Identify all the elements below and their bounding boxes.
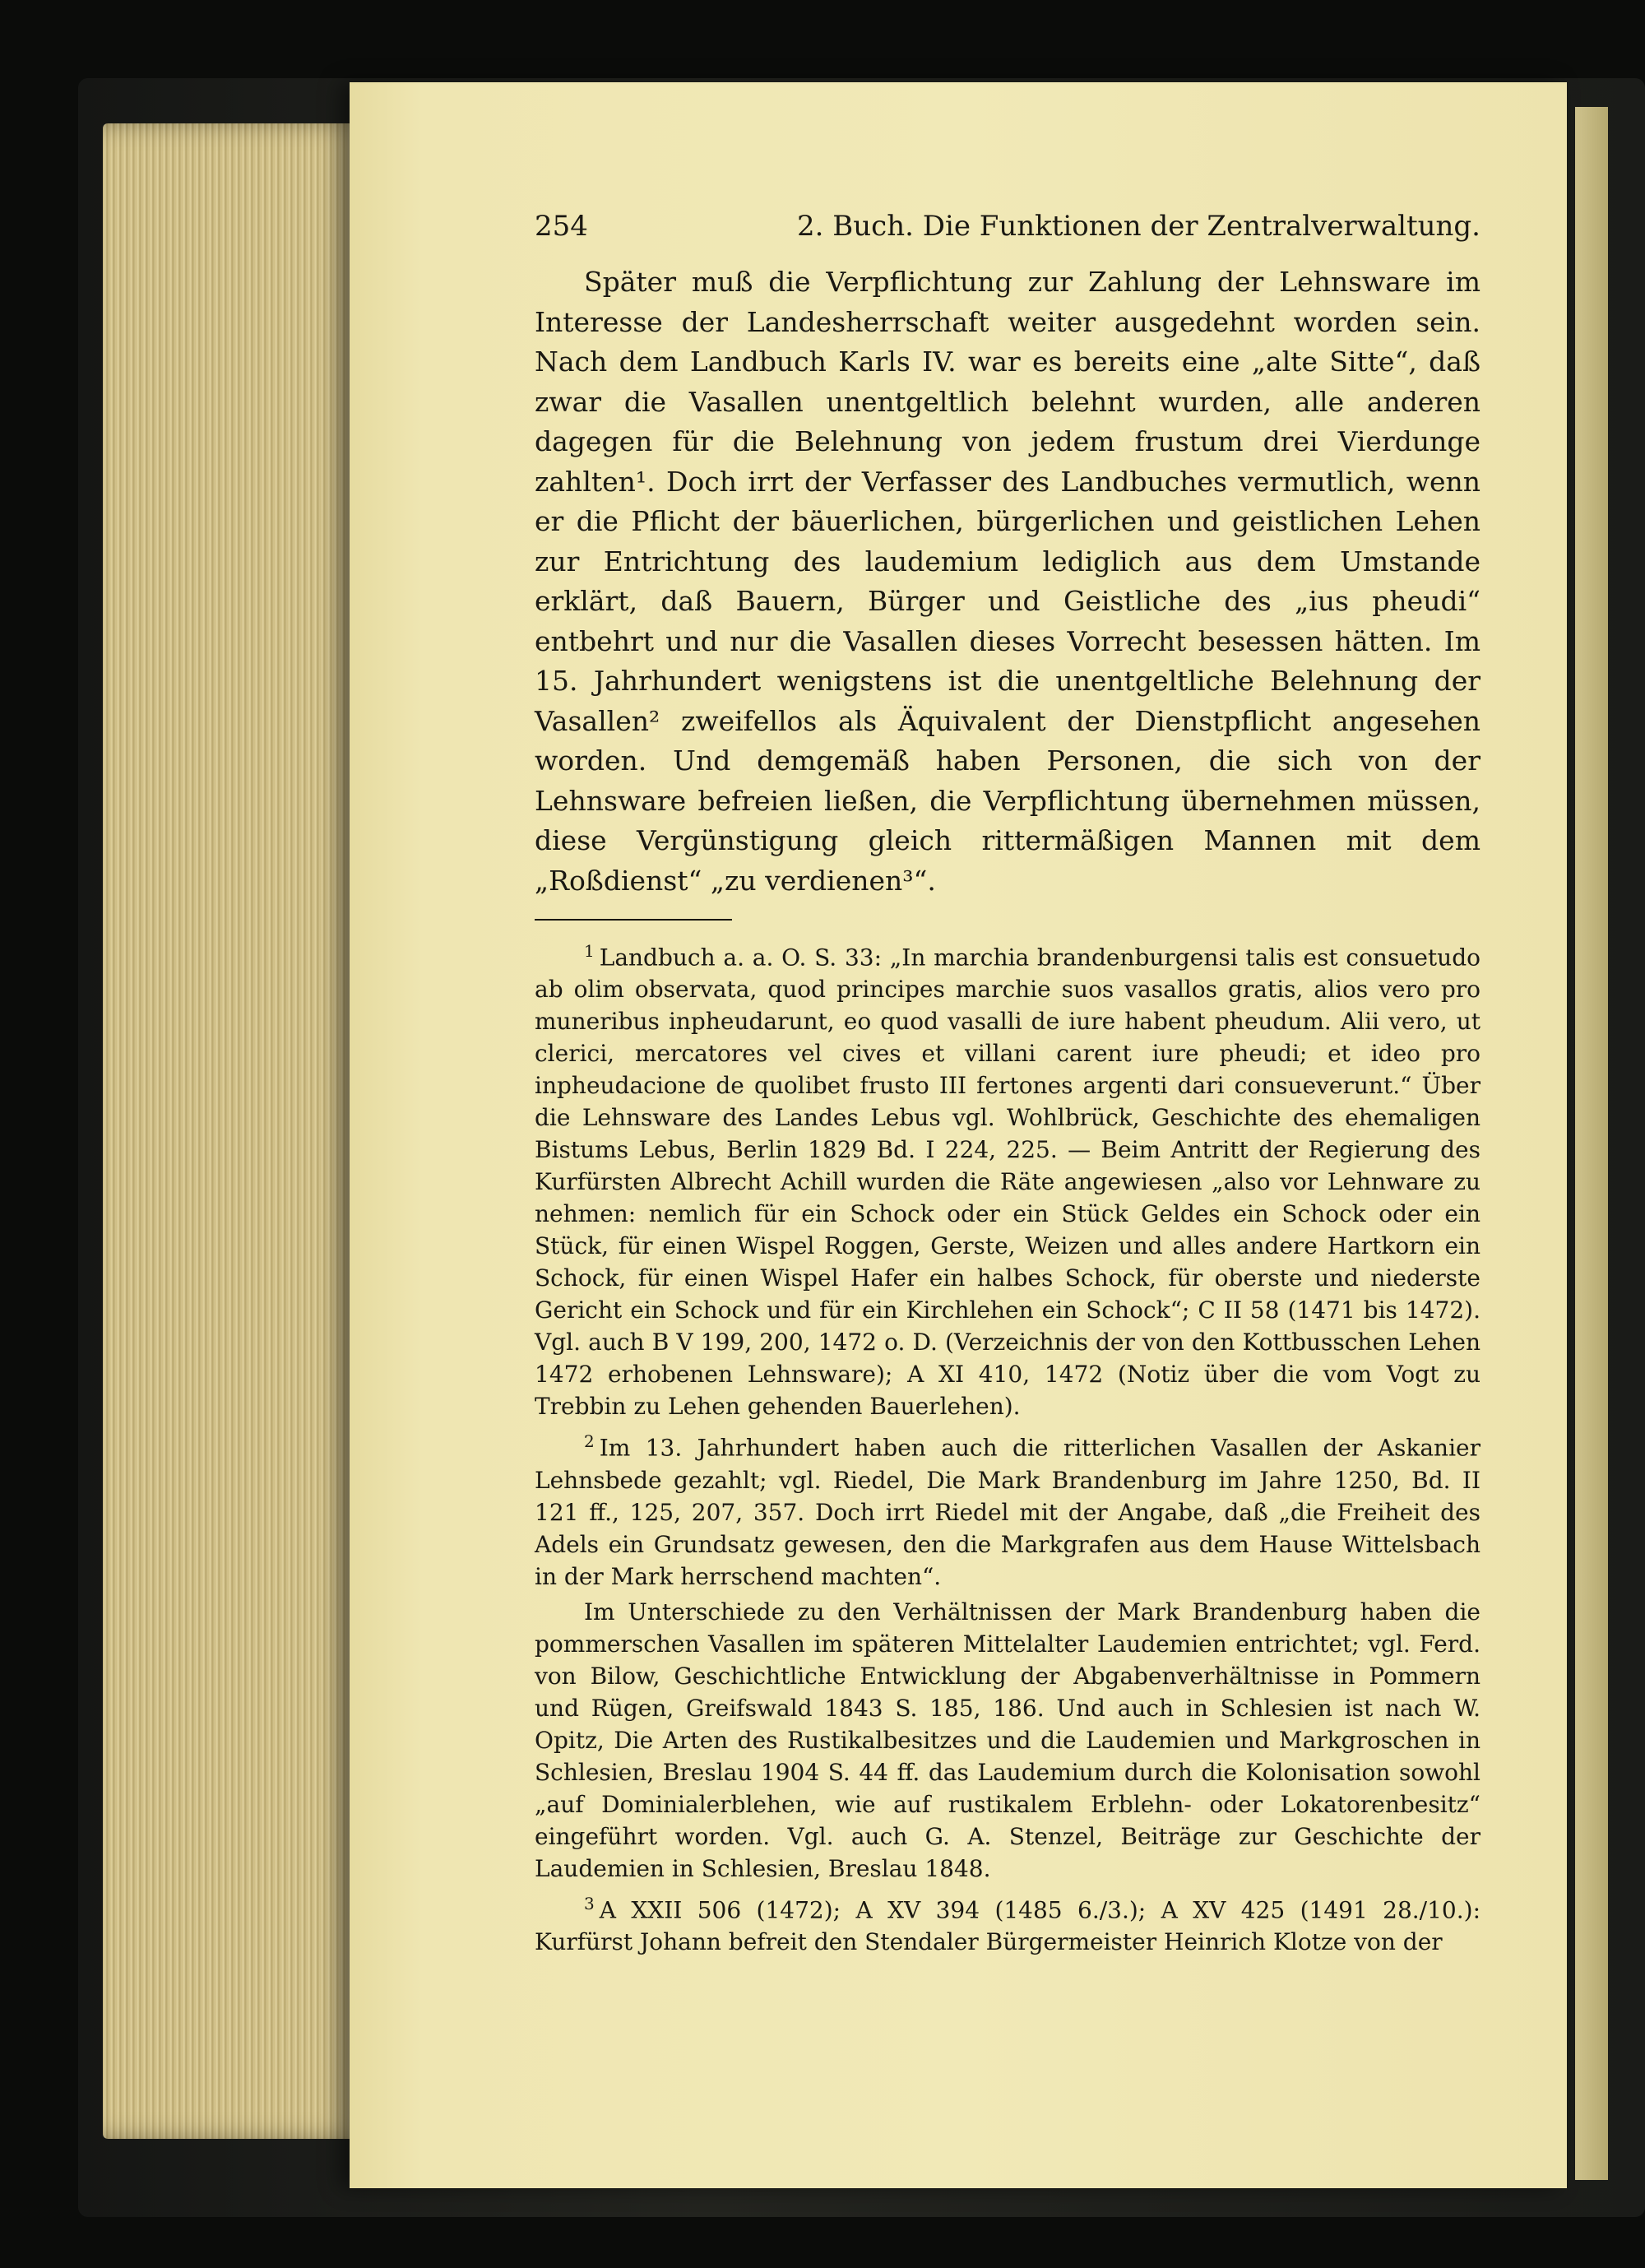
footnote-rule [535,919,732,921]
footnote-2-continued [535,1596,1480,1885]
page-number: 254 [535,210,588,243]
footnote-3 [535,1888,1480,1958]
page-content [535,210,1480,1961]
body-paragraph: Später muß die Verpflichtung zur Zahlung der Lehnsware im Interesse der Landesherrschaft weiter ausgedehnt worden sein. Nach dem Landbuch Karls IV. war es bereits eine „alte Sitte“, daß zwar die Vasallen unentgeltlich belehnt wurden, alle anderen dagegen für die Belehnung von jedem frustum drei Vierdunge zahlten¹. Doch irrt der Verfasser des Landbuches vermutlich, wenn er die Pflicht der bäuerlichen, bürgerlichen und geistlichen Lehen zur Entrichtung des laudemium lediglich aus dem Umstande erklärt, daß Bauern, Bürger und Geistliche des „ius pheudi“ entbehrt und nur die Vasallen dieses Vorrecht besessen hätten. Im 15. Jahrhundert wenigstens ist die unentgeltliche Belehnung der Vasallen² zweifellos als Äquivalent der Dienstpflicht angesehen worden. Und demgemäß haben Personen, die sich von der Lehnsware befreien ließen, die Verpflichtung übernehmen müssen, diese Vergünstigung gleich rittermäßigen Mannen mit dem „Roßdienst“ „zu verdienen³“. [535,266,1480,897]
footnote-mark: 1 [584,941,595,961]
running-head: 2. Buch. Die Funktionen der Zentralverwaltung. [797,210,1480,243]
footnote-mark: 3 [584,1893,595,1913]
footnote-mark: 2 [584,1431,595,1452]
page-header [535,210,1480,243]
page-edges [103,123,366,2139]
footnote-text: Landbuch a. a. O. S. 33: „In marchia brandenburgensi talis est consuetudo ab olim observata, quod principes marchie suos vasallos gratis, alios vero pro muneribus inpheudarunt, eo quod vasalli de iure habent pheudum. Alii vero, ut clerici, mercatores vel cives et villani carent iure pheudi; et ideo pro inpheudacione de quolibet frusto III fertones argenti dari consueverunt.“ Über die Lehnsware des Landes Lebus vgl. Wohlbrück, Geschichte des ehemaligen Bistums Lebus, Berlin 1829 Bd. I 224, 225. — Beim Antritt der Regierung des Kurfürsten Albrecht Achill wurden die Räte angewiesen „also vor Lehnware zu nehmen: nemlich für ein Schock oder ein Stück Geldes ein Schock oder ein Stück, für einen Wispel Roggen, Gerste, Weizen und alles andere Hartkorn ein Schock, für einen Wispel Hafer ein halbes Schock, für oberste und niederste Gericht ein Schock und für ein Kirchlehen ein Schock“; C II 58 (1471 bis 1472). Vgl. auch B V 199, 200, 1472 o. D. (Verzeichnis der von den Kottbusschen Lehen 1472 erhobenen Lehnsware); A XI 410, 1472 (Notiz über die vom Vogt zu Trebbin zu Lehen gehenden Bauerlehen). [535,944,1480,1421]
footnote-2 [535,1426,1480,1592]
footnote-1 [535,935,1480,1422]
footnote-text: A XXII 506 (1472); A XV 394 (1485 6./3.); A XV 425 (1491 28./10.): Kurfürst Johann befreit den Stendaler Bürgermeister Heinrich Klotze von der [535,1895,1480,1955]
footnote-text: Im Unterschiede zu den Verhältnissen der Mark Brandenburg haben die pommerschen Vasallen im späteren Mittelalter Laudemien entrichtet; vgl. Ferd. von Bilow, Geschichtliche Entwicklung der Abgabenverhältnisse in Pommern und Rügen, Greifswald 1843 S. 185, 186. Und auch in Schlesien ist nach W. Opitz, Die Arten des Rustikalbesitzes und die Laudemien und Markgroschen in Schlesien, Breslau 1904 S. 44 ff. das Laudemium durch die Kolonisation sowohl „auf Dominialerblehen, wie auf rustikalem Erblehn- oder Lokatorenbesitz“ eingeführt worden. Vgl. auch G. A. Stenzel, Beiträge zur Geschichte der Laudemien in Schlesien, Breslau 1848. [535,1598,1480,1882]
right-page-edge [1575,107,1608,2180]
footnote-text: Im 13. Jahrhundert haben auch die ritterlichen Vasallen der Askanier Lehnsbede gezahlt; vgl. Riedel, Die Mark Brandenburg im Jahre 1250, Bd. II 121 ff., 125, 207, 357. Doch irrt Riedel mit der Angabe, daß „die Freiheit des Adels ein Grundsatz gewesen, den die Markgrafen aus dem Hause Wittelsbach in der Mark herrschend machten“. [535,1434,1480,1590]
